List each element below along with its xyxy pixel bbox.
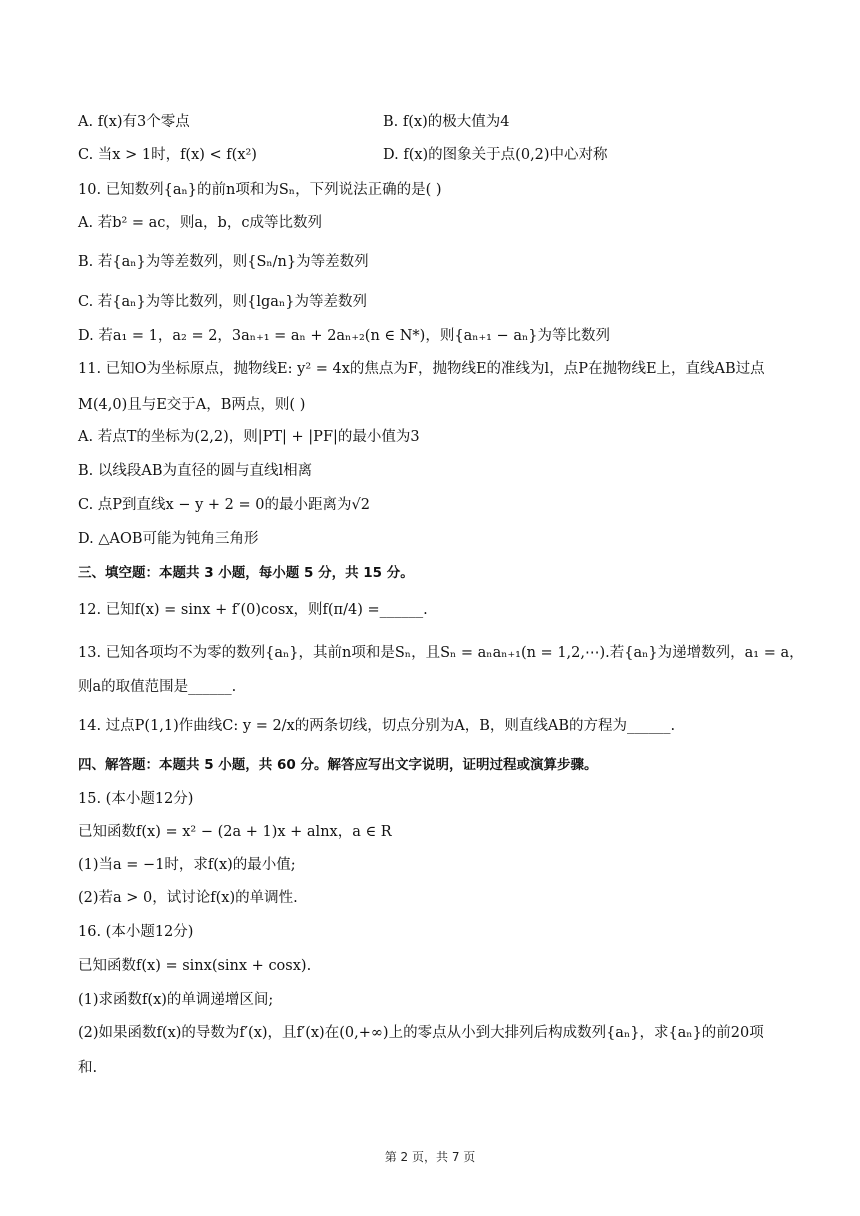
q10-stem: 10. 已知数列{aₙ}的前n项和为Sₙ，下列说法正确的是( )	[78, 182, 442, 198]
q15-part1: (1)当a = −1时，求f(x)的最小值;	[78, 857, 296, 873]
q14-text: 14. 过点P(1,1)作曲线C: y = 2/x的两条切线，切点分别为A，B，则直线AB的方程为______.	[78, 718, 676, 734]
q10-option-a: A. 若b² = ac，则a，b，c成等比数列	[78, 215, 322, 231]
q16-part1: (1)求函数f(x)的单调递增区间;	[78, 992, 274, 1008]
q12-text: 12. 已知f(x) = sinx + f′(0)cosx，则f(π/4) =______.	[78, 602, 428, 618]
q11-stem-line1: 11. 已知O为坐标原点，抛物线E: y² = 4x的焦点为F，抛物线E的准线为l，点P在抛物线E上，直线AB过点	[78, 361, 765, 377]
q16-heading: 16. (本小题12分)	[78, 924, 194, 940]
q11-option-d: D. △AOB可能为钝角三角形	[78, 531, 259, 547]
q15-stem: 已知函数f(x) = x² − (2a + 1)x + alnx，a ∈ R	[78, 824, 392, 840]
q16-part2-line2: 和.	[78, 1060, 98, 1076]
q10-option-c: C. 若{aₙ}为等比数列，则{lgaₙ}为等差数列	[78, 294, 367, 310]
q16-part2-line1: (2)如果函数f(x)的导数为f′(x)，且f′(x)在(0,+∞)上的零点从小到大排列后构成数列{aₙ}，求{aₙ}的前20项	[78, 1025, 764, 1041]
section-4-heading: 四、解答题：本题共 5 小题，共 60 分。解答应写出文字说明，证明过程或演算步骤。	[78, 757, 598, 773]
q10-option-b: B. 若{aₙ}为等差数列，则{Sₙ/n}为等差数列	[78, 254, 369, 270]
q9-option-d: D. f(x)的图象关于点(0,2)中心对称	[383, 147, 608, 163]
q16-stem: 已知函数f(x) = sinx(sinx + cosx).	[78, 958, 312, 974]
q10-option-d: D. 若a₁ = 1，a₂ = 2，3aₙ₊₁ = aₙ + 2aₙ₊₂(n ∈ N*)，则{aₙ₊₁ − aₙ}为等比数列	[78, 328, 610, 344]
q15-part2: (2)若a > 0，试讨论f(x)的单调性.	[78, 890, 298, 906]
q9-option-c: C. 当x > 1时，f(x) < f(x²)	[78, 147, 257, 163]
page-footer: 第 2 页，共 7 页	[384, 1150, 476, 1164]
q11-stem-line2: M(4,0)且与E交于A，B两点，则( )	[78, 397, 306, 413]
q15-heading: 15. (本小题12分)	[78, 791, 194, 807]
q11-option-b: B. 以线段AB为直径的圆与直线l相离	[78, 463, 313, 479]
section-3-heading: 三、填空题：本题共 3 小题，每小题 5 分，共 15 分。	[78, 565, 414, 581]
q11-option-a: A. 若点T的坐标为(2,2)，则|PT| + |PF|的最小值为3	[78, 429, 420, 445]
q11-option-c: C. 点P到直线x − y + 2 = 0的最小距离为√2	[78, 497, 370, 513]
q9-option-b: B. f(x)的极大值为4	[383, 114, 510, 130]
q9-option-a: A. f(x)有3个零点	[78, 114, 190, 130]
q13-line2: 则a的取值范围是______.	[78, 679, 237, 695]
q13-line1: 13. 已知各项均不为零的数列{aₙ}，其前n项和是Sₙ，且Sₙ = aₙaₙ₊₁(n = 1,2,⋯).若{aₙ}为递增数列，a₁ = a，	[78, 645, 804, 661]
